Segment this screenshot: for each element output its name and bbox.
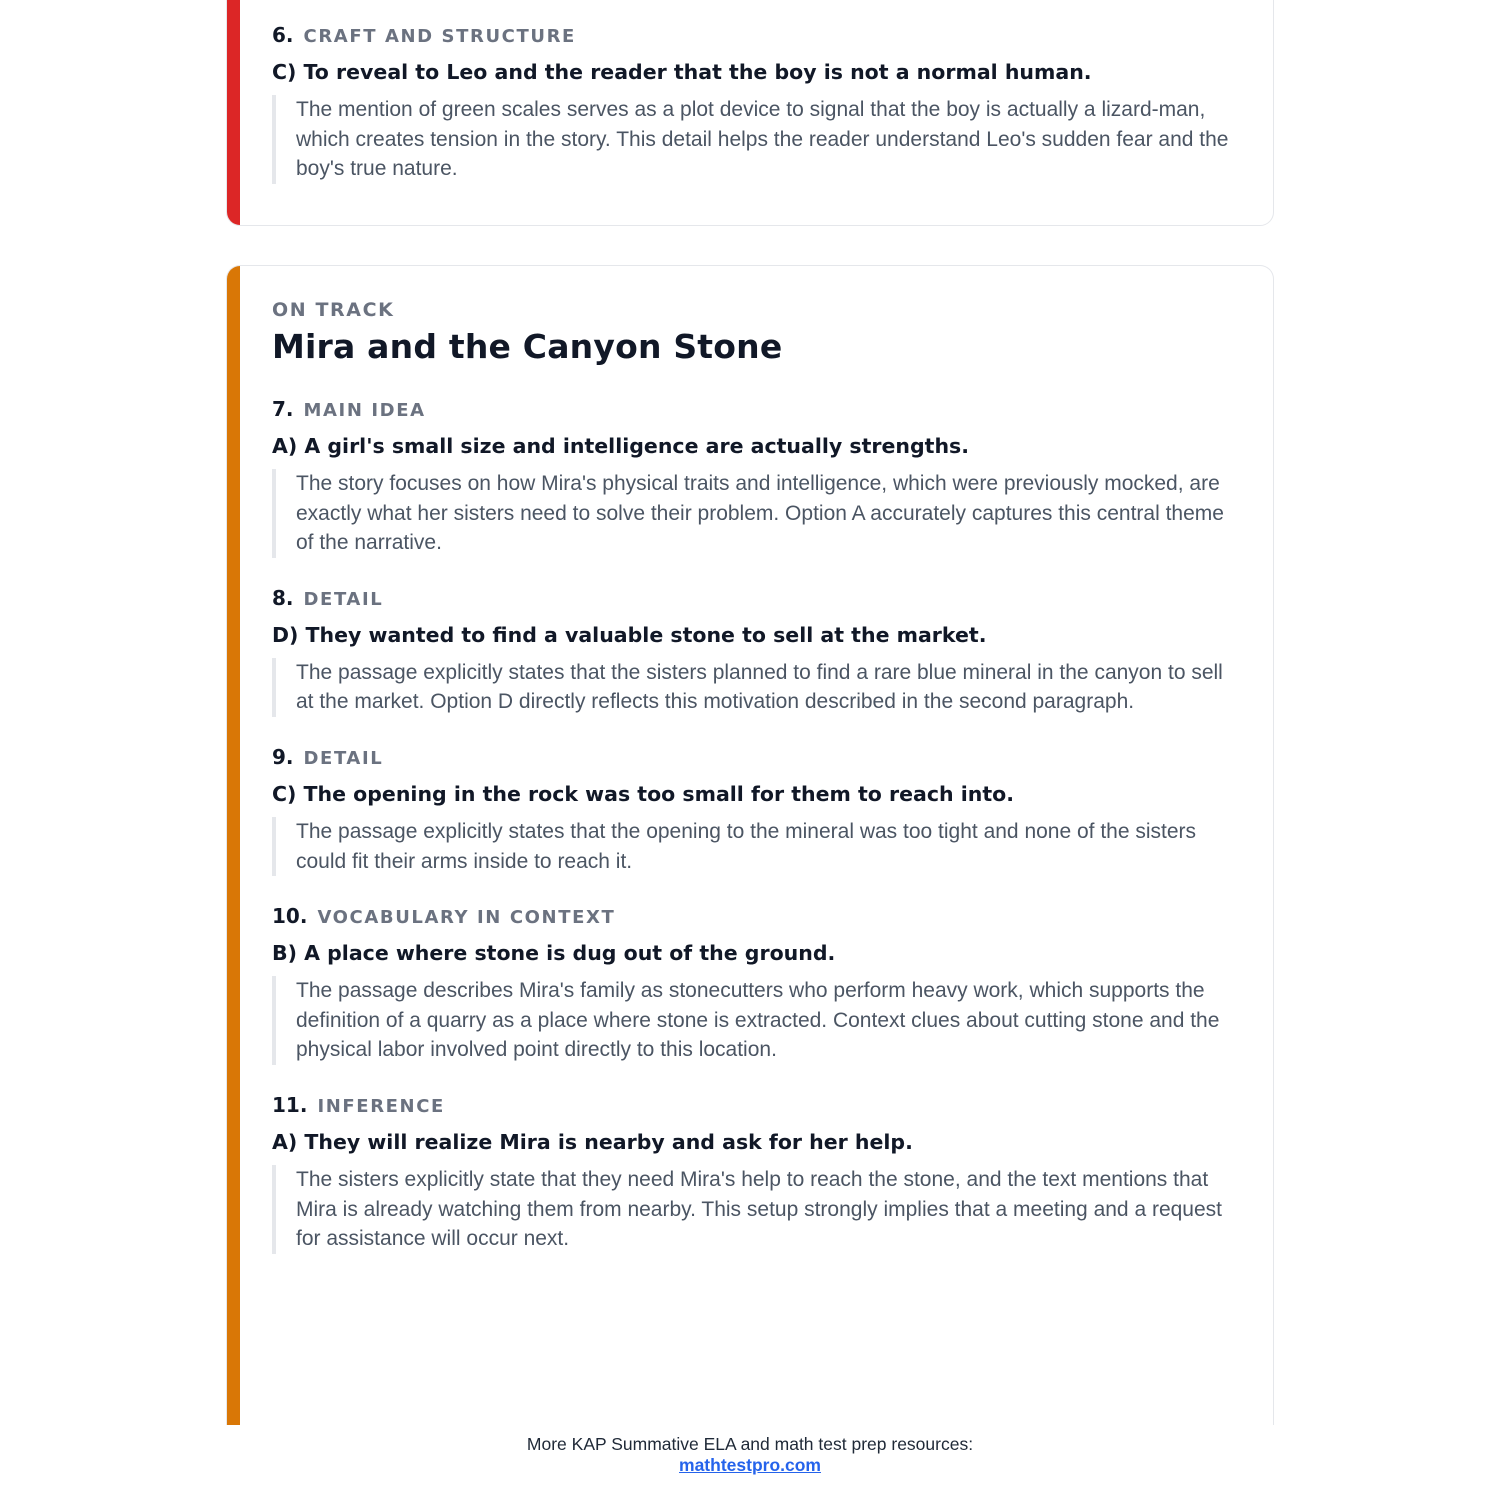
correct-answer: D) They wanted to find a valuable stone to sell at the market. [272, 622, 987, 647]
question-header [272, 745, 1239, 771]
answer-explanation: The passage explicitly states that the opening to the mineral was too tight and none of the sisters could fit their arms inside to reach it. [272, 817, 1239, 876]
question-list [272, 23, 1239, 184]
status-stripe-red [227, 0, 240, 225]
correct-answer: B) A place where stone is dug out of the ground. [272, 941, 836, 966]
answer-explanation: The passage explicitly states that the sisters planned to find a rare blue mineral in the canyon to sell at the market. Option D directly reflects this motivation described in the second paragraph. [272, 658, 1239, 717]
answer-explanation: The sisters explicitly state that they need Mira's help to reach the stone, and the text mentions that Mira is already watching them from nearby. This setup strongly implies that a meeting and a request for assistance will occur next. [272, 1165, 1239, 1254]
question-category: MAIN IDEA [303, 400, 426, 421]
question-category: VOCABULARY IN CONTEXT [317, 907, 616, 929]
question-item [272, 23, 1239, 184]
question-category: DETAIL [303, 588, 384, 610]
question-category: DETAIL [303, 747, 384, 769]
question-number: 8. [272, 585, 294, 610]
question-item [272, 904, 1239, 1065]
question-header [272, 586, 1239, 612]
question-number: 6. [272, 23, 294, 47]
question-item [272, 397, 1239, 558]
question-header [272, 904, 1239, 930]
question-item [272, 1093, 1239, 1254]
question-header [272, 23, 1239, 49]
question-item [272, 745, 1239, 876]
question-category: INFERENCE [317, 1095, 445, 1117]
question-list [272, 397, 1239, 1254]
question-category: CRAFT AND STRUCTURE [303, 26, 576, 47]
question-header [272, 397, 1239, 423]
correct-answer: A) They will realize Mira is nearby and ask for her help. [272, 1129, 913, 1154]
correct-answer: A) A girl's small size and intelligence are actually strengths. [272, 434, 970, 458]
results-card-needs-work [226, 0, 1274, 226]
answer-explanation: The story focuses on how Mira's physical traits and intelligence, which were previously mocked, are exactly what her sisters need to solve their problem. Option A accurately captures this central theme of the narrative. [272, 469, 1239, 558]
card-header [272, 299, 1239, 366]
correct-answer: C) To reveal to Leo and the reader that the boy is not a normal human. [272, 60, 1092, 84]
answer-explanation: The passage describes Mira's family as stonecutters who perform heavy work, which supports the definition of a quarry as a place where stone is extracted. Context clues about cutting stone and the physical labor involved point directly to this location. [272, 976, 1239, 1065]
answer-explanation: The mention of green scales serves as a plot device to signal that the boy is actually a lizard-man, which creates tension in the story. This detail helps the reader understand Leo's sudden fear and the boy's true nature. [272, 95, 1239, 184]
question-header [272, 1093, 1239, 1119]
correct-answer: C) The opening in the rock was too small for them to reach into. [272, 781, 1015, 806]
question-number: 9. [272, 744, 294, 769]
question-number: 7. [272, 397, 294, 421]
footer [0, 1434, 1500, 1476]
footer-text: More KAP Summative ELA and math test prep resources: [526, 1434, 974, 1454]
question-number: 11. [272, 1092, 308, 1117]
status-label: ON TRACK [272, 299, 395, 321]
question-item [272, 586, 1239, 717]
passage-title: Mira and the Canyon Stone [272, 327, 783, 366]
status-stripe-orange [227, 266, 240, 1425]
footer-link[interactable]: mathtestpro.com [679, 1455, 821, 1475]
results-card-on-track [226, 265, 1274, 1425]
question-number: 10. [272, 904, 308, 929]
